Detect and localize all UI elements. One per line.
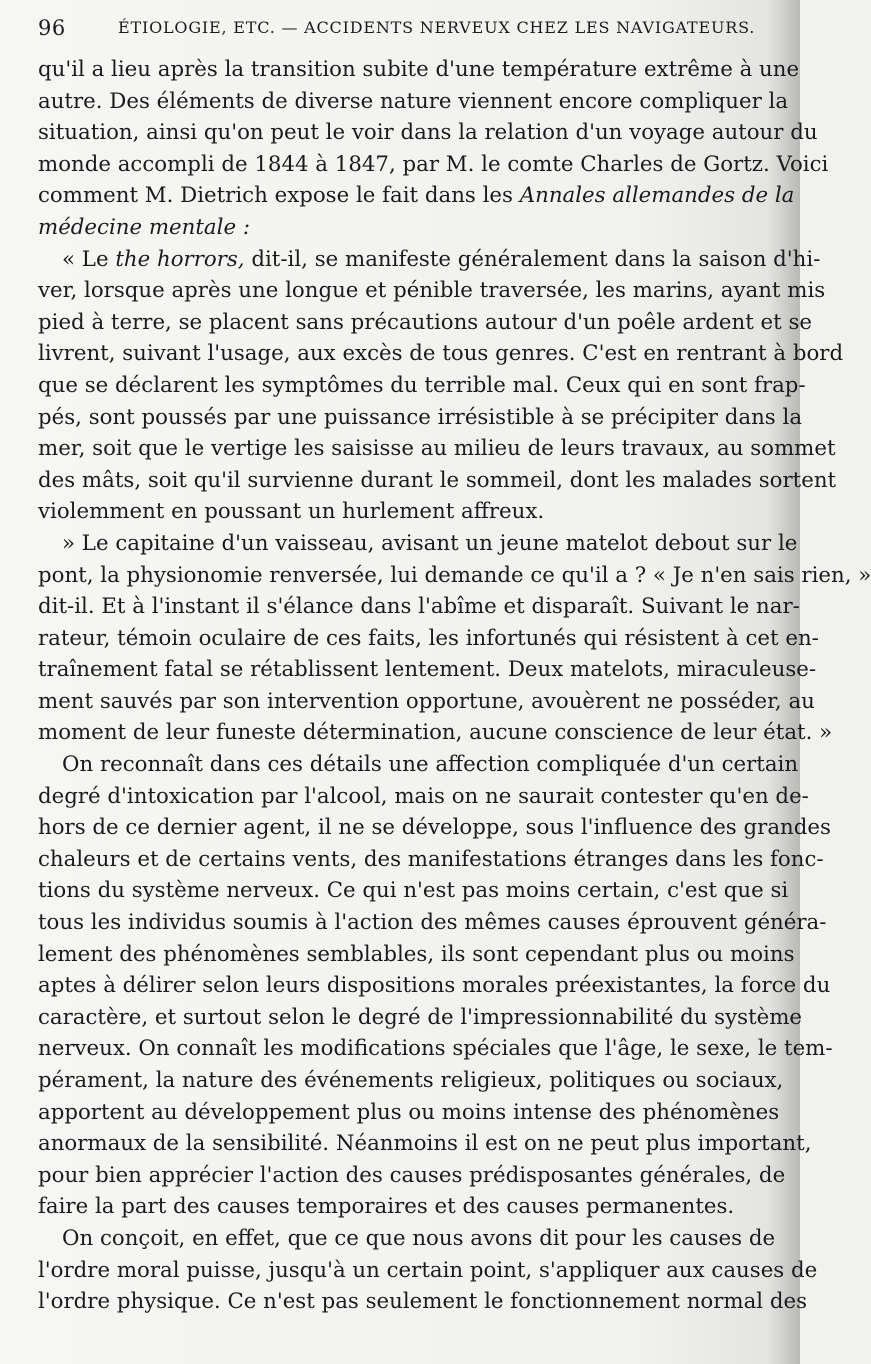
text-line: « Le the horrors, dit-il, se manifeste généralement dans la saison d'hi-	[62, 246, 821, 272]
text-line: chaleurs et de certains vents, des manifestations étranges dans les fonc-	[38, 846, 824, 872]
text-line: aptes à délirer selon leurs dispositions morales préexistantes, la force du	[38, 973, 831, 999]
text-line: degré d'intoxication par l'alcool, mais on ne saurait contester qu'en de-	[38, 783, 809, 809]
text-line: dit-il. Et à l'instant il s'élance dans l'abîme et disparaît. Suivant le nar-	[38, 594, 800, 620]
text-line: ment sauvés par son intervention opportune, avouèrent ne posséder, au	[38, 688, 815, 714]
text-line: tous les individus soumis à l'action des mêmes causes éprouvent généra-	[38, 910, 827, 936]
text-line: médecine mentale :	[38, 214, 250, 240]
text-line: comment M. Dietrich expose le fait dans les Annales allemandes de la	[38, 183, 795, 209]
text-line: pés, sont poussés par une puissance irrésistible à se précipiter dans la	[38, 404, 803, 430]
text-line: caractère, et surtout selon le degré de l'impressionnabilité du système	[38, 1004, 803, 1030]
text-line: moment de leur funeste détermination, aucune conscience de leur état. »	[38, 720, 833, 746]
text-line: situation, ainsi qu'on peut le voir dans la relation d'un voyage autour du	[38, 120, 818, 146]
text-line: apportent au développement plus ou moins intense des phénomènes	[38, 1099, 780, 1125]
text-line: violemment en poussant un hurlement affreux.	[38, 499, 545, 525]
page-header	[38, 14, 760, 44]
text-line: l'ordre moral puisse, jusqu'à un certain point, s'appliquer aux causes de	[38, 1257, 818, 1283]
text-line: tions du système nerveux. Ce qui n'est pas moins certain, c'est que si	[38, 878, 789, 904]
text-line: anormaux de la sensibilité. Néanmoins il est on ne peut plus important,	[38, 1131, 812, 1157]
text-line: » Le capitaine d'un vaisseau, avisant un jeune matelot debout sur le	[62, 530, 798, 556]
text-line: l'ordre physique. Ce n'est pas seulement le fonctionnement normal des	[38, 1289, 808, 1315]
text-line: des mâts, soit qu'il survienne durant le sommeil, dont les malades sortent	[38, 467, 837, 493]
text-line: lement des phénomènes semblables, ils sont cependant plus ou moins	[38, 941, 795, 967]
text-line: autre. Des éléments de diverse nature viennent encore compliquer la	[38, 88, 789, 114]
text-line: pied à terre, se placent sans précautions autour d'un poêle ardent et se	[38, 309, 813, 335]
text-line: On reconnaît dans ces détails une affection compliquée d'un certain	[62, 752, 799, 778]
body-text	[38, 54, 871, 1318]
text-line: faire la part des causes temporaires et des causes permanentes.	[38, 1194, 735, 1220]
text-line: pérament, la nature des événements religieux, politiques ou sociaux,	[38, 1068, 784, 1093]
text-line: hors de ce dernier agent, il ne se développe, sous l'influence des grandes	[38, 815, 831, 841]
text-line: mer, soit que le vertige les saisisse au milieu de leurs travaux, au sommet	[38, 436, 836, 462]
text-line: qu'il a lieu après la transition subite d'une température extrême à une	[38, 57, 800, 82]
text-line: rateur, témoin oculaire de ces faits, les infortunés qui résistent à cet en-	[38, 625, 819, 651]
text-line: pour bien apprécier l'action des causes prédisposantes générales, de	[38, 1162, 786, 1188]
text-line: traînement fatal se rétablissent lentement. Deux matelots, miraculeuse-	[38, 657, 817, 683]
text-line: pont, la physionomie renversée, lui demande ce qu'il a ? « Je n'en sais rien, »	[38, 562, 871, 588]
running-title: ÉTIOLOGIE, ETC. — ACCIDENTS NERVEUX CHEZ LES NAVIGATEURS.	[118, 18, 756, 37]
text-line: ver, lorsque après une longue et pénible traversée, les marins, ayant mis	[38, 278, 826, 304]
text-line: livrent, suivant l'usage, aux excès de tous genres. C'est en rentrant à bord	[38, 341, 844, 367]
text-line: nerveux. On connaît les modifications spéciales que l'âge, le sexe, le tem-	[38, 1036, 833, 1062]
page-number: 96	[38, 16, 66, 40]
text-line: monde accompli de 1844 à 1847, par M. le comte Charles de Gortz. Voici	[38, 151, 829, 177]
text-line: que se déclarent les symptômes du terrible mal. Ceux qui en sont frap-	[38, 372, 806, 398]
text-line: On conçoit, en effet, que ce que nous avons dit pour les causes de	[62, 1225, 776, 1251]
